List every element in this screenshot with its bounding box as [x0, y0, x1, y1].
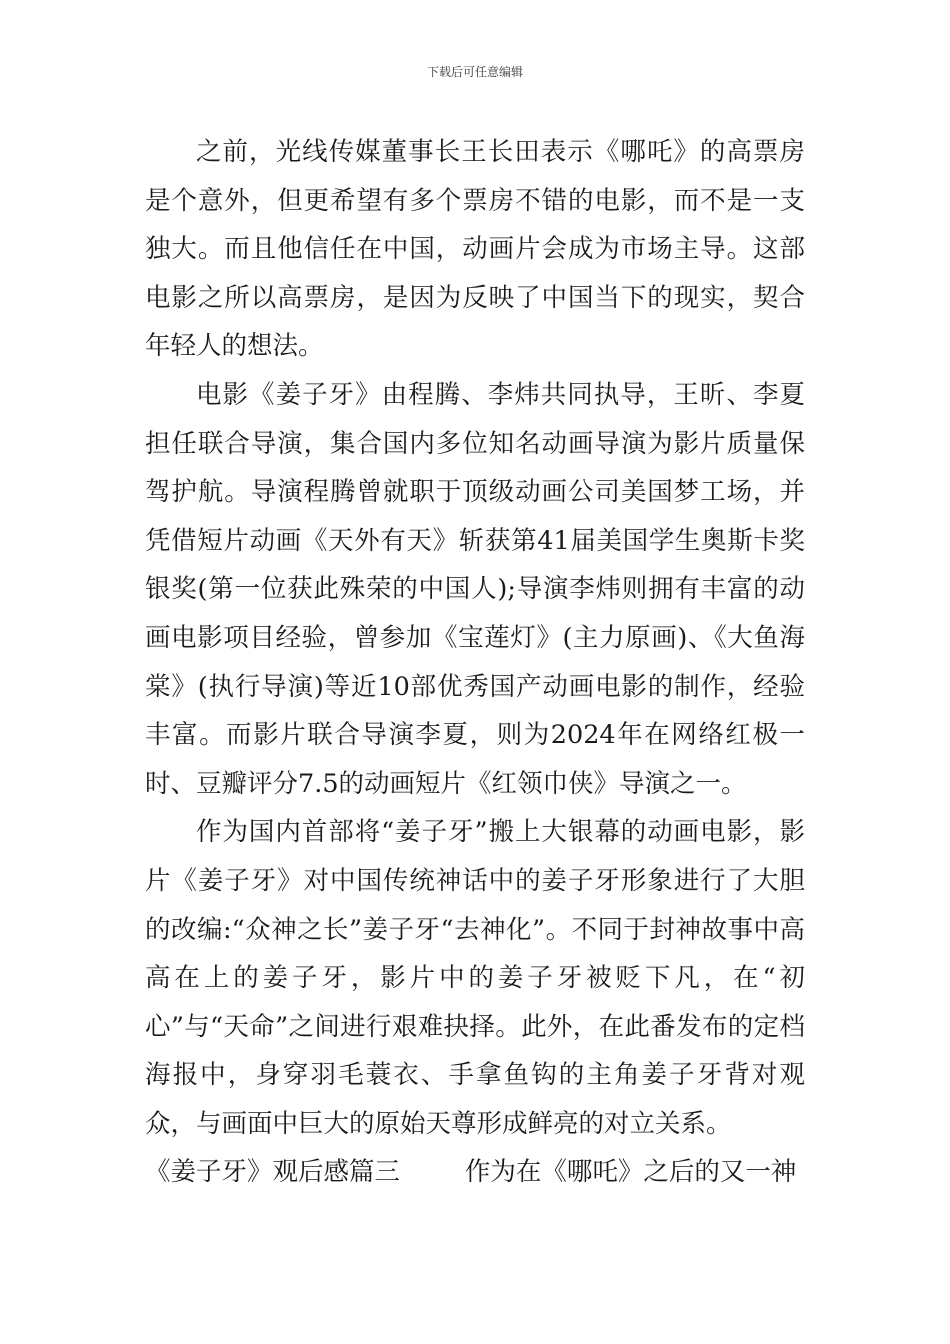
- page-header: 下载后可任意编辑: [426, 65, 523, 79]
- section-start-text: 作为在《哪吒》之后的又一神: [464, 1157, 797, 1188]
- paragraph-1: 之前，光线传媒董事长王长田表示《哪吒》的高票房是个意外，但更希望有多个票房不错的电影，而不是一支独大。而且他信任在中国，动画片会成为市场主导。这部电影之所以高票房，是因为反映了中国当下的现实，契合年轻人的想法。: [145, 137, 805, 362]
- section-title: 《姜子牙》观后感篇三: [145, 1157, 401, 1188]
- document-body: [145, 128, 805, 1197]
- paragraph-3: 作为国内首部将“姜子牙”搬上大银幕的动画电影，影片《姜子牙》对中国传统神话中的姜子牙形象进行了大胆的改编:“众神之长”姜子牙“去神化”。不同于封神故事中高高在上的姜子牙，影片中的姜子牙被贬下凡，在“初心”与“天命”之间进行艰难抉择。此外，在此番发布的定档海报中，身穿羽毛蓑衣、手拿鱼钩的主角姜子牙背对观众，与画面中巨大的原始天尊形成鲜亮的对立关系。: [145, 817, 805, 1139]
- closing-line: [145, 1148, 805, 1197]
- paragraph-2: 电影《姜子牙》由程腾、李炜共同执导，王昕、李夏担任联合导演，集合国内多位知名动画导演为影片质量保驾护航。导演程腾曾就职于顶级动画公司美国梦工场，并凭借短片动画《天外有天》斩获第41届美国学生奥斯卡奖银奖(第一位获此殊荣的中国人);导演李炜则拥有丰富的动画电影项目经验，曾参加《宝莲灯》(主力原画)、《大鱼海棠》(执行导演)等近10部优秀国产动画电影的制作，经验丰富。而影片联合导演李夏，则为2024年在网络红极一时、豆瓣评分7.5的动画短片《红领巾侠》导演之一。: [145, 379, 805, 799]
